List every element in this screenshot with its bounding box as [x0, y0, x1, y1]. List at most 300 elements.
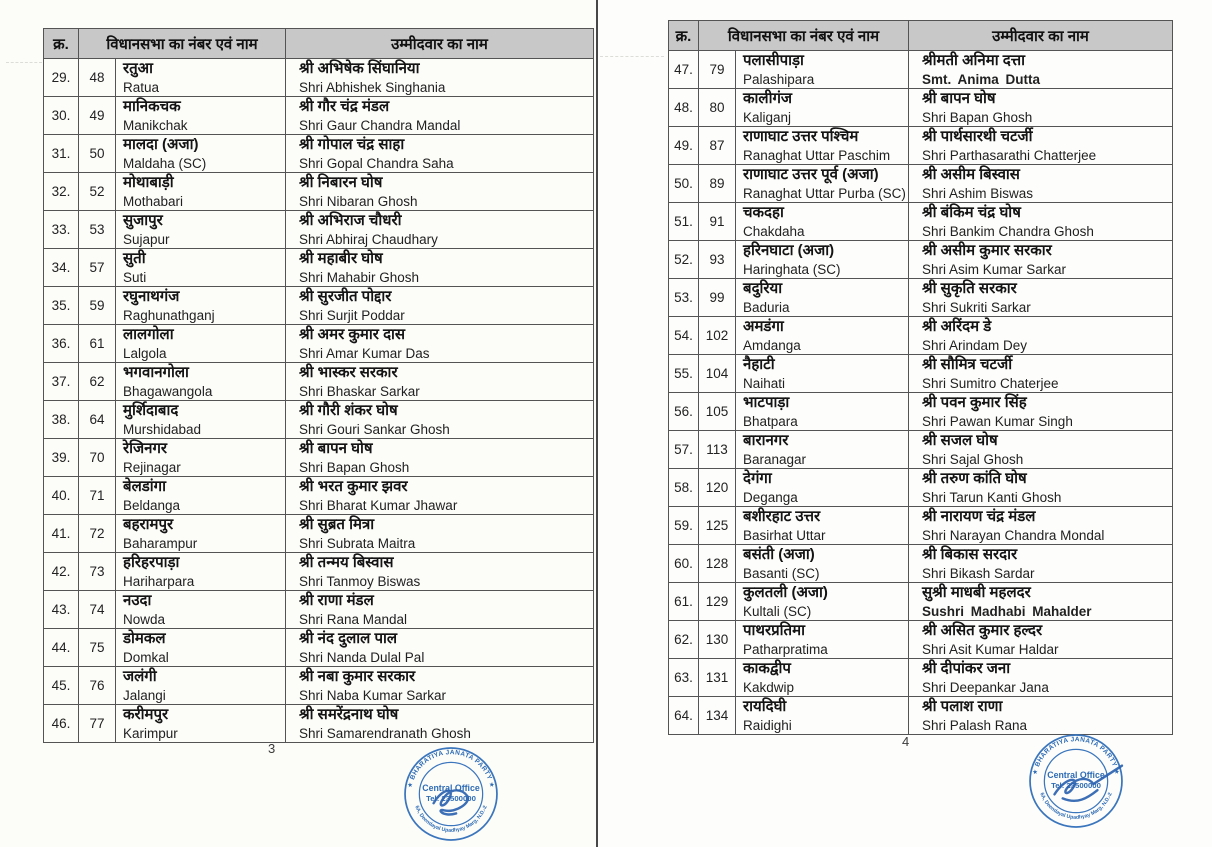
candidate-name-cell: [909, 507, 1173, 545]
stamp-office-text: Central Office: [1047, 769, 1105, 780]
table-row: [669, 127, 1173, 165]
constituency-name-hindi: मालदा (अजा): [123, 136, 199, 153]
candidate-name-cell: [909, 469, 1173, 507]
constituency-number-cell: 102: [699, 317, 736, 355]
constituency-name-hindi: बहरामपुर: [123, 516, 174, 533]
constituency-number-cell: 50: [79, 135, 116, 173]
constituency-name-english: Bhagawangola: [123, 384, 213, 399]
candidate-name-english: Shri Asim Kumar Sarkar: [922, 262, 1067, 277]
candidate-name-english: Shri Nibaran Ghosh: [299, 194, 418, 209]
constituency-name-cell: [116, 135, 286, 173]
candidate-name-hindi: श्री बापन घोष: [922, 90, 996, 107]
serial-cell: 62.: [669, 621, 699, 659]
candidate-name-cell: [286, 667, 594, 705]
candidate-name-cell: [286, 59, 594, 97]
constituency-name-cell: [736, 583, 909, 621]
candidate-name-cell: [286, 287, 594, 325]
constituency-name-english: Suti: [123, 270, 147, 285]
constituency-number-cell: 48: [79, 59, 116, 97]
bjp-office-stamp: [403, 746, 499, 842]
constituency-name-cell: [736, 507, 909, 545]
candidate-name-hindi: श्री गौर चंद्र मंडल: [299, 98, 390, 115]
constituency-name-cell: [116, 591, 286, 629]
constituency-name-cell: [736, 241, 909, 279]
constituency-name-cell: [736, 545, 909, 583]
constituency-name-hindi: पाथरप्रतिमा: [743, 622, 805, 639]
constituency-name-hindi: नउदा: [123, 592, 152, 609]
candidate-name-hindi: श्री दीपांकर जना: [922, 660, 1011, 677]
constituency-number-cell: 64: [79, 401, 116, 439]
constituency-name-hindi: राणाघाट उत्तर पश्चिम: [743, 128, 859, 145]
candidate-name-english: Shri Parthasarathi Chatterjee: [922, 148, 1097, 163]
serial-cell: 29.: [44, 59, 79, 97]
candidate-name-hindi: श्री नारायण चंद्र मंडल: [922, 508, 1036, 525]
candidate-name-hindi: श्री सुब्रत मित्रा: [299, 516, 375, 533]
document-page-4: [598, 0, 1212, 847]
constituency-number-cell: 62: [79, 363, 116, 401]
candidate-name-english: Shri Sukriti Sarkar: [922, 300, 1031, 315]
candidate-name-hindi: श्री भरत कुमार झवर: [299, 478, 408, 495]
table-row: [669, 355, 1173, 393]
constituency-name-cell: [116, 59, 286, 97]
constituency-number-cell: 104: [699, 355, 736, 393]
constituency-name-english: Rejinagar: [123, 460, 181, 475]
constituency-name-hindi: अमडंगा: [743, 318, 784, 335]
candidate-name-hindi: श्री तन्मय बिस्वास: [299, 554, 394, 571]
candidate-name-cell: [909, 659, 1173, 697]
constituency-number-cell: 59: [79, 287, 116, 325]
constituency-name-cell: [116, 667, 286, 705]
candidate-name-cell: [909, 317, 1173, 355]
candidate-name-english: Shri Asit Kumar Haldar: [922, 642, 1059, 657]
constituency-number-cell: 79: [699, 51, 736, 89]
serial-cell: 41.: [44, 515, 79, 553]
constituency-name-english: Palashipara: [743, 72, 815, 87]
table-header-row: [669, 21, 1173, 51]
constituency-name-cell: [116, 325, 286, 363]
serial-cell: 58.: [669, 469, 699, 507]
constituency-name-english: Patharpratima: [743, 642, 828, 657]
candidate-name-hindi: श्री अमर कुमार दास: [299, 326, 406, 343]
constituency-name-cell: [116, 553, 286, 591]
constituency-name-cell: [116, 477, 286, 515]
constituency-number-cell: 89: [699, 165, 736, 203]
candidate-name-cell: [286, 629, 594, 667]
table-row: [669, 279, 1173, 317]
candidate-name-english: Shri Bharat Kumar Jhawar: [299, 498, 458, 513]
constituency-name-hindi: मोथाबाड़ी: [123, 174, 174, 191]
candidate-name-english: Shri Tarun Kanti Ghosh: [922, 490, 1062, 505]
serial-cell: 38.: [44, 401, 79, 439]
table-row: [669, 393, 1173, 431]
constituency-number-cell: 134: [699, 697, 736, 735]
candidate-name-hindi: श्री नंद दुलाल पाल: [299, 630, 398, 647]
candidate-name-english: Shri Tanmoy Biswas: [299, 574, 421, 589]
table-row: [669, 51, 1173, 89]
table-row: [44, 477, 594, 515]
candidate-name-hindi: श्री समरेंद्रनाथ घोष: [299, 706, 399, 723]
candidate-name-cell: [286, 363, 594, 401]
candidate-name-cell: [286, 249, 594, 287]
candidate-name-english: Shri Bankim Chandra Ghosh: [922, 224, 1094, 239]
candidate-name-hindi: श्रीमती अनिमा दत्ता: [922, 52, 1025, 69]
candidate-name-hindi: श्री राणा मंडल: [299, 592, 374, 609]
constituency-name-hindi: बसंती (अजा): [743, 546, 815, 563]
table-row: [669, 165, 1173, 203]
constituency-name-hindi: रतुआ: [123, 60, 154, 77]
candidate-name-cell: [286, 135, 594, 173]
serial-cell: 37.: [44, 363, 79, 401]
serial-cell: 56.: [669, 393, 699, 431]
constituency-name-hindi: डोमकल: [123, 630, 166, 647]
table-row: [669, 89, 1173, 127]
candidate-name-english: Shri Nanda Dulal Pal: [299, 650, 425, 665]
serial-cell: 32.: [44, 173, 79, 211]
constituency-number-cell: 49: [79, 97, 116, 135]
stamp-top-arc-text: ★ BHARATIYA JANATA PARTY ★: [1031, 736, 1121, 776]
constituency-name-hindi: रघुनाथगंज: [123, 288, 180, 305]
constituency-name-english: Haringhata (SC): [743, 262, 841, 277]
candidate-name-hindi: श्री गौरी शंकर घोष: [299, 402, 398, 419]
serial-cell: 42.: [44, 553, 79, 591]
candidate-name-english: Shri Sajal Ghosh: [922, 452, 1024, 467]
constituency-number-cell: 70: [79, 439, 116, 477]
serial-cell: 48.: [669, 89, 699, 127]
stamp-tel-text: Tel: 23500000: [1051, 781, 1101, 791]
page-number: 3: [268, 741, 276, 756]
header-constituency: विधानसभा का नंबर एवं नाम: [699, 21, 909, 51]
candidate-name-cell: [909, 431, 1173, 469]
candidate-name-cell: [909, 203, 1173, 241]
table-row: [44, 249, 594, 287]
serial-cell: 36.: [44, 325, 79, 363]
constituency-name-english: Ranaghat Uttar Purba (SC): [743, 186, 906, 201]
candidate-name-cell: [909, 279, 1173, 317]
constituency-name-hindi: हरिनघाटा (अजा): [743, 242, 835, 259]
table-row: [44, 135, 594, 173]
table-row: [44, 667, 594, 705]
serial-cell: 47.: [669, 51, 699, 89]
constituency-name-hindi: लालगोला: [123, 326, 174, 343]
constituency-number-cell: 73: [79, 553, 116, 591]
constituency-name-cell: [736, 317, 909, 355]
constituency-number-cell: 120: [699, 469, 736, 507]
constituency-name-cell: [116, 439, 286, 477]
constituency-number-cell: 125: [699, 507, 736, 545]
candidate-name-english: Shri Ashim Biswas: [922, 186, 1034, 201]
constituency-name-english: Murshidabad: [123, 422, 202, 437]
constituency-number-cell: 72: [79, 515, 116, 553]
candidate-name-english: Shri Bhaskar Sarkar: [299, 384, 420, 399]
constituency-name-cell: [736, 621, 909, 659]
candidate-name-hindi: श्री निबारन घोष: [299, 174, 383, 191]
candidate-name-cell: [286, 553, 594, 591]
table-row: [44, 591, 594, 629]
constituency-name-cell: [736, 203, 909, 241]
constituency-name-english: Sujapur: [123, 232, 170, 247]
table-row: [44, 97, 594, 135]
candidate-name-hindi: श्री अभिषेक सिंघानिया: [299, 60, 420, 77]
serial-cell: 45.: [44, 667, 79, 705]
constituency-name-cell: [116, 705, 286, 743]
table-row: [44, 629, 594, 667]
table-row: [44, 401, 594, 439]
table-row: [669, 583, 1173, 621]
serial-cell: 40.: [44, 477, 79, 515]
constituency-name-english: Nowda: [123, 612, 166, 627]
serial-cell: 34.: [44, 249, 79, 287]
constituency-number-cell: 74: [79, 591, 116, 629]
constituency-name-english: Kultali (SC): [743, 604, 812, 619]
candidate-name-english: Shri Bapan Ghosh: [299, 460, 410, 475]
table-row: [669, 697, 1173, 735]
candidate-name-hindi: श्री सौमित्र चटर्जी: [922, 356, 1013, 373]
constituency-name-cell: [736, 355, 909, 393]
serial-cell: 64.: [669, 697, 699, 735]
candidate-name-english: Shri Pawan Kumar Singh: [922, 414, 1073, 429]
constituency-name-english: Domkal: [123, 650, 169, 665]
candidate-name-english: Shri Mahabir Ghosh: [299, 270, 420, 285]
candidate-name-english: Shri Amar Kumar Das: [299, 346, 430, 361]
constituency-name-cell: [736, 431, 909, 469]
constituency-name-english: Kakdwip: [743, 680, 795, 695]
candidate-name-cell: [909, 355, 1173, 393]
candidate-name-cell: [909, 545, 1173, 583]
constituency-number-cell: 76: [79, 667, 116, 705]
table-row: [44, 59, 594, 97]
table-row: [44, 211, 594, 249]
stamp-tel-text: Tel: 23500000: [426, 794, 476, 804]
candidate-name-english: Shri Narayan Chandra Mondal: [922, 528, 1105, 543]
candidate-name-hindi: सुश्री माधबी महलदर: [922, 584, 1031, 601]
candidate-name-english: Shri Samarendranath Ghosh: [299, 726, 471, 741]
constituency-number-cell: 52: [79, 173, 116, 211]
constituency-name-cell: [116, 173, 286, 211]
stamp-bottom-arc-text: 6A, Deendayal Upadhyay Marg, N.D.-2: [413, 804, 489, 834]
candidate-name-english: Shri Subrata Maitra: [299, 536, 416, 551]
serial-cell: 49.: [669, 127, 699, 165]
constituency-name-english: Baharampur: [123, 536, 198, 551]
serial-cell: 33.: [44, 211, 79, 249]
constituency-number-cell: 113: [699, 431, 736, 469]
candidate-name-hindi: श्री बापन घोष: [299, 440, 373, 457]
constituency-name-english: Raidighi: [743, 718, 792, 733]
svg-text:6A, Deendayal Upadhyay Marg, N: [1038, 792, 1113, 821]
constituency-name-hindi: मुर्शिदाबाद: [123, 402, 179, 419]
constituency-name-english: Amdanga: [743, 338, 801, 353]
serial-cell: 53.: [669, 279, 699, 317]
constituency-name-hindi: मानिकचक: [123, 98, 181, 115]
candidate-name-cell: [909, 241, 1173, 279]
candidate-name-hindi: श्री बंकिम चंद्र घोष: [922, 204, 1021, 221]
constituency-name-hindi: कालीगंज: [743, 90, 793, 107]
candidate-name-cell: [286, 515, 594, 553]
constituency-number-cell: 99: [699, 279, 736, 317]
candidate-name-cell: [909, 51, 1173, 89]
constituency-name-english: Karimpur: [123, 726, 178, 741]
candidate-name-hindi: श्री नबा कुमार सरकार: [299, 668, 416, 685]
candidate-name-cell: [286, 477, 594, 515]
constituency-name-cell: [116, 401, 286, 439]
table-row: [44, 705, 594, 743]
constituency-name-cell: [736, 697, 909, 735]
constituency-name-english: Bhatpara: [743, 414, 798, 429]
constituency-number-cell: 80: [699, 89, 736, 127]
candidate-name-hindi: श्री असीम कुमार सरकार: [922, 242, 1052, 259]
candidate-table-page-4: [668, 20, 1173, 735]
constituency-number-cell: 129: [699, 583, 736, 621]
candidate-name-cell: [286, 705, 594, 743]
serial-cell: 63.: [669, 659, 699, 697]
constituency-number-cell: 87: [699, 127, 736, 165]
scan-artifact-line: [600, 56, 664, 57]
constituency-name-english: Ratua: [123, 80, 160, 95]
serial-cell: 51.: [669, 203, 699, 241]
table-row: [669, 241, 1173, 279]
serial-cell: 46.: [44, 705, 79, 743]
candidate-name-english: Shri Bikash Sardar: [922, 566, 1035, 581]
constituency-name-english: Lalgola: [123, 346, 167, 361]
constituency-name-english: Manikchak: [123, 118, 188, 133]
constituency-name-cell: [116, 515, 286, 553]
constituency-number-cell: 53: [79, 211, 116, 249]
candidate-name-cell: [286, 439, 594, 477]
candidate-name-hindi: श्री तरुण कांति घोष: [922, 470, 1027, 487]
table-row: [44, 515, 594, 553]
candidate-name-english: Shri Rana Mandal: [299, 612, 408, 627]
candidate-name-cell: [286, 97, 594, 135]
constituency-name-english: Jalangi: [123, 688, 166, 703]
constituency-name-hindi: पलासीपाड़ा: [743, 52, 804, 69]
candidate-name-hindi: श्री पवन कुमार सिंह: [922, 394, 1027, 411]
constituency-name-hindi: करीमपुर: [123, 706, 169, 723]
candidate-name-hindi: श्री गोपाल चंद्र साहा: [299, 136, 405, 153]
candidate-name-hindi: श्री पलाश राणा: [922, 698, 1003, 715]
candidate-name-english: Shri Gopal Chandra Saha: [299, 156, 454, 171]
constituency-name-cell: [116, 287, 286, 325]
constituency-number-cell: 57: [79, 249, 116, 287]
candidate-name-english: Shri Gouri Sankar Ghosh: [299, 422, 450, 437]
constituency-name-english: Baranagar: [743, 452, 807, 467]
constituency-name-hindi: बदुरिया: [743, 280, 783, 297]
candidate-name-hindi: श्री असीम बिस्वास: [922, 166, 1020, 183]
constituency-name-cell: [116, 97, 286, 135]
constituency-number-cell: 61: [79, 325, 116, 363]
constituency-name-hindi: बशीरहाट उत्तर: [743, 508, 821, 525]
constituency-number-cell: 71: [79, 477, 116, 515]
candidate-name-cell: [909, 89, 1173, 127]
header-candidate: उम्मीदवार का नाम: [286, 29, 594, 59]
constituency-name-hindi: देगंगा: [743, 470, 772, 487]
table-row: [44, 173, 594, 211]
serial-cell: 55.: [669, 355, 699, 393]
constituency-name-hindi: चकदहा: [743, 204, 784, 221]
constituency-name-english: Maldaha (SC): [123, 156, 207, 171]
candidate-name-hindi: श्री सुरजीत पोद्दार: [299, 288, 392, 305]
candidate-name-hindi: श्री असित कुमार हल्दर: [922, 622, 1043, 639]
constituency-name-english: Deganga: [743, 490, 798, 505]
serial-cell: 54.: [669, 317, 699, 355]
constituency-name-hindi: सुती: [123, 250, 146, 267]
constituency-number-cell: 130: [699, 621, 736, 659]
candidate-name-english: Shri Naba Kumar Sarkar: [299, 688, 447, 703]
constituency-number-cell: 131: [699, 659, 736, 697]
candidate-name-english: Shri Deepankar Jana: [922, 680, 1049, 695]
constituency-name-hindi: भगवानगोला: [123, 364, 189, 381]
table-row: [669, 203, 1173, 241]
stamp-bottom-arc-text: 6A, Deendayal Upadhyay Marg, N.D.-2: [1038, 791, 1114, 821]
constituency-name-english: Chakdaha: [743, 224, 805, 239]
header-constituency: विधानसभा का नंबर एवं नाम: [79, 29, 286, 59]
scan-artifact-line: [6, 62, 42, 63]
candidate-name-english: Smt. Anima Dutta: [922, 72, 1041, 87]
serial-cell: 43.: [44, 591, 79, 629]
constituency-name-hindi: हरिहरपाड़ा: [123, 554, 180, 571]
serial-cell: 31.: [44, 135, 79, 173]
table-row: [669, 317, 1173, 355]
candidate-name-english: Shri Palash Rana: [922, 718, 1028, 733]
candidate-name-hindi: श्री सजल घोष: [922, 432, 998, 449]
constituency-name-cell: [116, 363, 286, 401]
constituency-number-cell: 91: [699, 203, 736, 241]
bjp-office-stamp: [1028, 733, 1124, 829]
serial-cell: 59.: [669, 507, 699, 545]
table-row: [669, 469, 1173, 507]
header-serial: क्र.: [669, 21, 699, 51]
constituency-name-english: Raghunathganj: [123, 308, 215, 323]
candidate-table-page-3: [43, 28, 594, 743]
serial-cell: 35.: [44, 287, 79, 325]
serial-cell: 52.: [669, 241, 699, 279]
candidate-name-cell: [909, 697, 1173, 735]
table-row: [44, 553, 594, 591]
candidate-name-cell: [286, 211, 594, 249]
stamp-office-text: Central Office: [422, 782, 480, 793]
serial-cell: 44.: [44, 629, 79, 667]
constituency-name-hindi: राणाघाट उत्तर पूर्व (अजा): [743, 166, 879, 183]
table-row: [669, 431, 1173, 469]
document-page-3: [0, 0, 598, 847]
constituency-name-cell: [736, 127, 909, 165]
candidate-name-cell: [909, 127, 1173, 165]
table-row: [44, 287, 594, 325]
constituency-name-hindi: काकद्वीप: [743, 660, 791, 677]
table-row: [44, 439, 594, 477]
candidate-name-hindi: श्री अरिंदम डे: [922, 318, 992, 335]
constituency-name-cell: [736, 659, 909, 697]
constituency-name-hindi: बारानगर: [743, 432, 789, 449]
constituency-name-english: Mothabari: [123, 194, 184, 209]
candidate-name-cell: [286, 325, 594, 363]
candidate-name-cell: [909, 165, 1173, 203]
constituency-name-cell: [736, 51, 909, 89]
constituency-name-english: Hariharpara: [123, 574, 195, 589]
constituency-name-cell: [736, 165, 909, 203]
candidate-name-cell: [286, 173, 594, 211]
constituency-name-english: Beldanga: [123, 498, 181, 513]
constituency-name-english: Basirhat Uttar: [743, 528, 826, 543]
constituency-name-english: Kaliganj: [743, 110, 792, 125]
serial-cell: 39.: [44, 439, 79, 477]
table-row: [669, 621, 1173, 659]
candidate-name-hindi: श्री भास्कर सरकार: [299, 364, 398, 381]
constituency-name-english: Ranaghat Uttar Paschim: [743, 148, 891, 163]
table-row: [44, 325, 594, 363]
candidate-name-english: Shri Gaur Chandra Mandal: [299, 118, 461, 133]
constituency-number-cell: 105: [699, 393, 736, 431]
constituency-name-hindi: कुलतली (अजा): [743, 584, 828, 601]
candidate-name-english: Shri Arindam Dey: [922, 338, 1028, 353]
